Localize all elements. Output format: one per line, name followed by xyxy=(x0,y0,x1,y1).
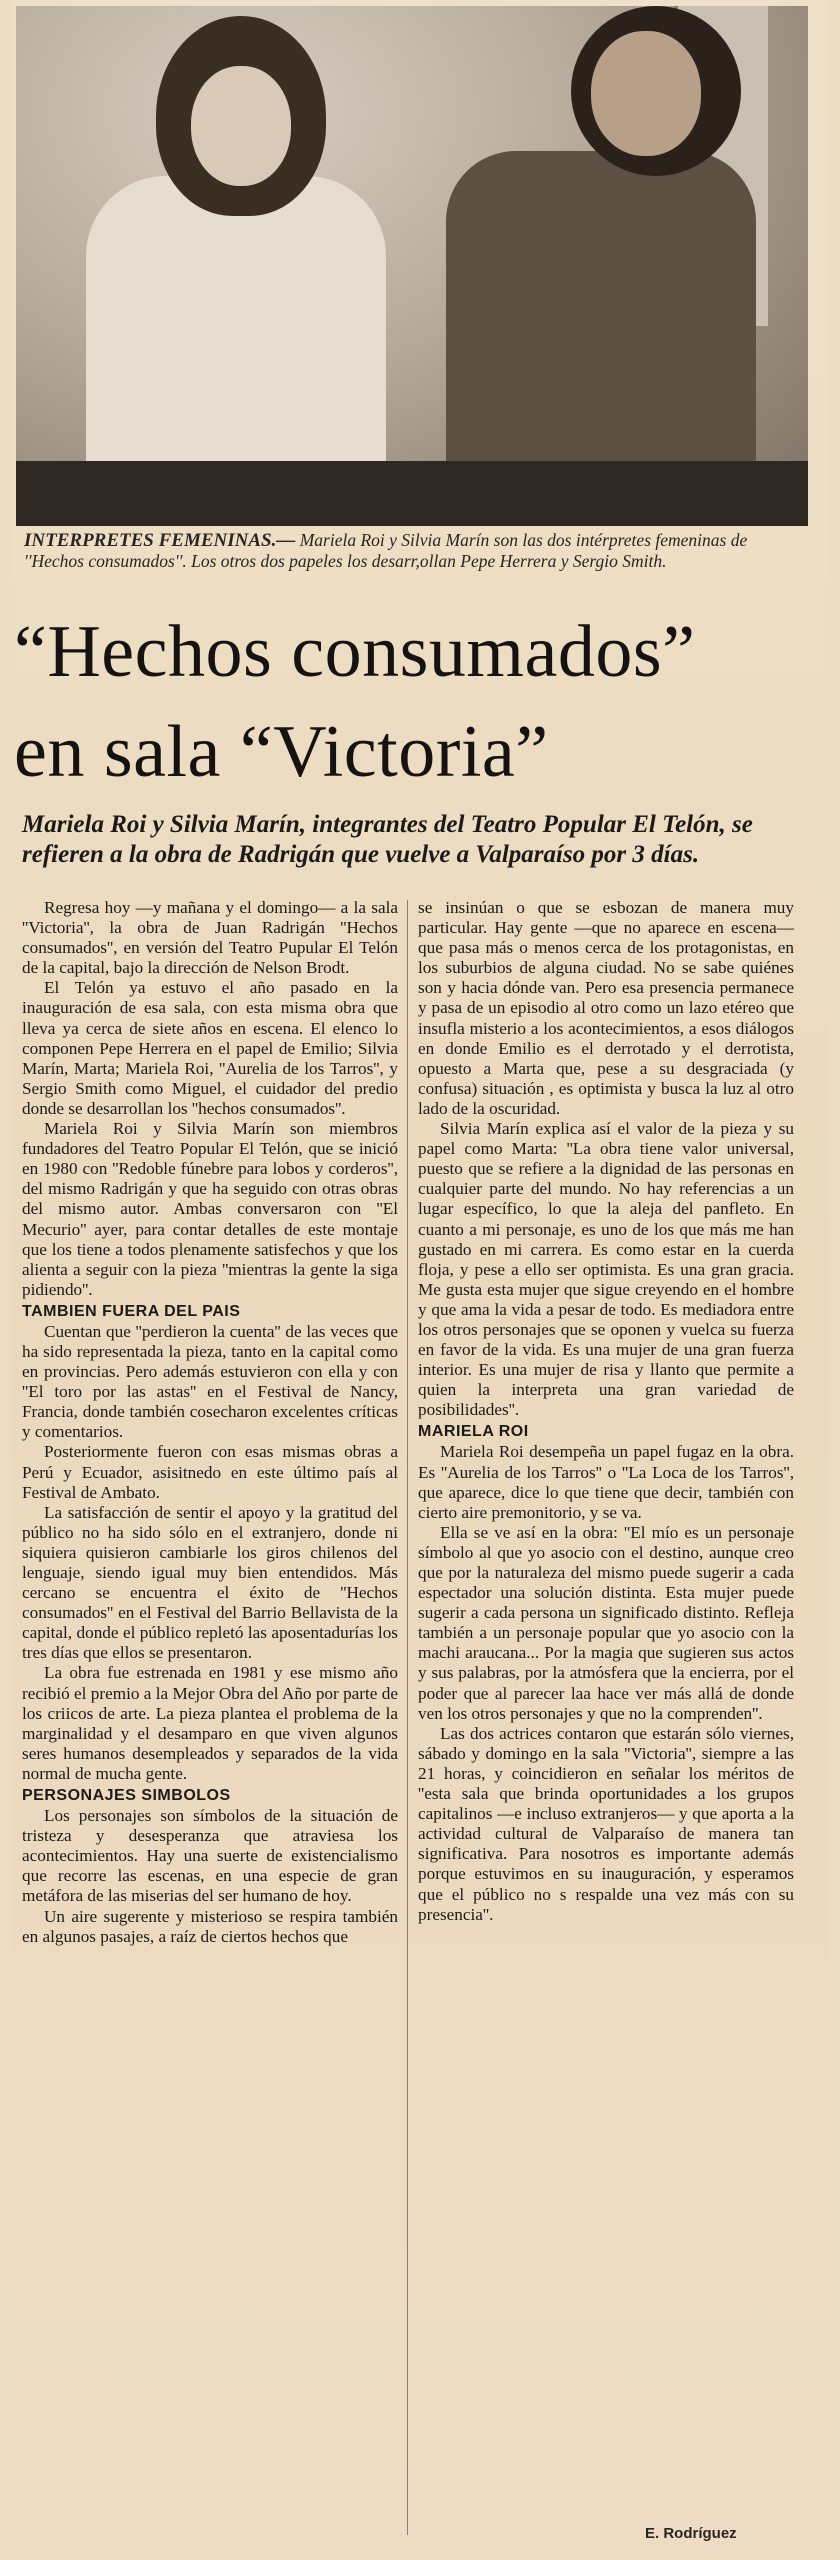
article-paragraph: Ella se ve así en la obra: ''El mío es un personaje símbolo al que yo asocio con el destino, aunque creo que por la naturaleza del mismo puede sugerir a cada espectador una solución distinta. Esta mujer puede sugerir a cada persona un significado distinto. Refleja también a un personaje popular que yo asocio con la machi araucana... Por la magia que sugieren sus actos y sus palabras, por la atmósfera que la encierra, por el poder que al parecer laa hace ver más allá de donde ven los otros personajes y que no la comprenden''. xyxy=(418,1522,794,1723)
headline-line-1: “Hechos consumados” xyxy=(14,611,696,693)
article-paragraph: La obra fue estrenada en 1981 y ese mismo año recibió el premio a la Mejor Obra del Año por parte de los criicos de arte. La pieza plantea el problema de la marginalidad y el desamparo en que viven algunos seres humanos desempleados y separados de la vida normal de mucha gente. xyxy=(22,1663,398,1783)
photo-bench xyxy=(16,461,808,526)
woman-left-face xyxy=(191,66,291,186)
section-heading: PERSONAJES SIMBOLOS xyxy=(22,1787,231,1805)
article-headline xyxy=(14,602,824,802)
column-divider xyxy=(407,900,408,2535)
photo-caption xyxy=(24,530,804,572)
right-column xyxy=(418,898,794,1925)
article-paragraph: Los personajes son símbolos de la situación de tristeza y desesperanza que atraviesa los acontecimientos. Hay una suerte de existencialismo que recorre las escenas, en una especie de gran metáfora de las miserias del ser humano de hoy. xyxy=(22,1806,398,1906)
article-paragraph: Un aire sugerente y misterioso se respira también en algunos pasajes, a raíz de ciertos hechos que xyxy=(22,1906,398,1946)
article-paragraph: se insinúan o que se esbozan de manera muy particular. Hay gente —que no aparece en escena— que pasa más o menos cerca de los protagonistas, en los suburbios de alguna ciudad. No se sabe quiénes son y hacia dónde van. Pero esa presencia permanece y pasa de un episodio al otro como un lazo etéreo que insufla misterio a los acontecimientos, a esos diálogos en donde Emilio es el derrotado y el derrotista, opuesto a Marta que, pese a su desgraciada (y confusa) situación , es optimista y busca la luz al otro lado de la oscuridad. xyxy=(418,898,794,1118)
left-column xyxy=(22,898,398,1947)
article-paragraph: El Telón ya estuvo el año pasado en la inauguración de esa sala, con esta misma obra que lleva ya cerca de siete años en escena. El elenco lo componen Pepe Herrera en el papel de Emilio; Silvia Marín, Marta; Mariela Roi, ''Aurelia de los Tarros'', y Sergio Smith como Miguel, el cuidador del predio donde se desarrollan los ''hechos consumados''. xyxy=(22,978,398,1118)
headline-line-2: en sala “Victoria” xyxy=(14,711,549,793)
article-deck: Mariela Roi y Silvia Marín, integrantes del Teatro Popular El Telón, se refieren a la obra de Radrigán que vuelve a Valparaíso por 3 días. xyxy=(22,811,753,868)
caption-text: Mariela Roi y Silvia Marín son las dos intérpretes femeninas de ''Hechos consumados''. Los otros dos papeles los desarr,ollan Pepe Herrera y Sergio Smith. xyxy=(24,530,748,571)
caption-lead: INTERPRETES FEMENINAS.— xyxy=(24,530,296,551)
article-paragraph: La satisfacción de sentir el apoyo y la gratitud del público no ha sido sólo en el extranjero, donde ni siquiera quisieron cambiarle los giros chilenos del lenguaje, siendo igual muy bien entendidos. Más cercano se encuentra el éxito de ''Hechos consumados'' en el Festival del Barrio Bellavista de la capital, donde el público repletó las aposentadurías los tres días que ellos se presentaron. xyxy=(22,1502,398,1663)
article-paragraph: Silvia Marín explica así el valor de la pieza y su papel como Marta: ''La obra tiene valor universal, puesto que se refiere a la dignidad de las personas en cualquier parte del mundo. No hay referencias a un lugar específico, lo que la aleja del panfleto. En cuanto a mi personaje, es uno de los que más me han gustado en mi carrera. Es como estar en la cuerda floja, y pese a ello ser optimista. Es una gran gracia. Me gusta esta mujer que sigue creyendo en el hombre y que ama la vida a pesar de todo. Es mediadora entre los otros personajes que se oponen y vuelca su fuerza en favor de la vida. Es una mujer de una gran fuerza interior. Es una mujer de risa y llanto que permite a quien la interpreta una gran variedad de posibilidades''. xyxy=(418,1119,794,1420)
article-paragraph: Posteriormente fueron con esas mismas obras a Perú y Ecuador, asisitnedo en este último país al Festival de Ambato. xyxy=(22,1442,398,1502)
byline: E. Rodríguez xyxy=(645,2525,737,2542)
article-paragraph: Regresa hoy —y mañana y el domingo— a la sala ''Victoria'', la obra de Juan Radrigán ''Hechos consumados'', en versión del Teatro Pupular El Telón de la capital, bajo la dirección de Nelson Brodt. xyxy=(22,898,398,978)
section-heading: MARIELA ROI xyxy=(418,1423,529,1441)
woman-right-face xyxy=(591,31,701,156)
article-paragraph: Mariela Roi desempeña un papel fugaz en la obra. Es ''Aurelia de los Tarros'' o ''La Loca de los Tarros'', que aparece, dice lo que tiene que decir, también con cierto aire premonitorio, y se va. xyxy=(418,1442,794,1522)
article-paragraph: Mariela Roi y Silvia Marín son miembros fundadores del Teatro Popular El Telón, que se inició en 1980 con ''Redoble fúnebre para lobos y corderos'', del mismo Radrigán y que ha seguido con otras obras del mismo autor. Ambas conversaron con ''El Mecurio'' ayer, para contar detalles de este montaje que los tiene a todos plenamente satisfechos y que los alienta a seguir con la pieza ''mientras la gente la siga pidiendo''. xyxy=(22,1119,398,1299)
article-paragraph: Las dos actrices contaron que estarán sólo viernes, sábado y domingo en la sala ''Victoria'', siempre a las 21 horas, y coincidieron en señalar los méritos de ''esta sala que brinda oportunidades a los grupos capitalinos —e incluso extranjeros— y que aporta a la actividad cultural de Valparaíso de manera tan significativa. Para nosotros es importante además porque estuvimos en su inauguración, y esperamos que el público no s respalde una vez más con su presencia''. xyxy=(418,1723,794,1924)
article-paragraph: Cuentan que ''perdieron la cuenta'' de las veces que ha sido representada la pieza, tanto en la capital como en provincias. Pero además estuvieron con ella y con ''El toro por las astas'' en el Festival de Nancy, Francia, donde también cosecharon excelentes críticas y comentarios. xyxy=(22,1321,398,1442)
article-photo xyxy=(16,6,808,526)
section-heading: TAMBIEN FUERA DEL PAIS xyxy=(22,1302,241,1320)
